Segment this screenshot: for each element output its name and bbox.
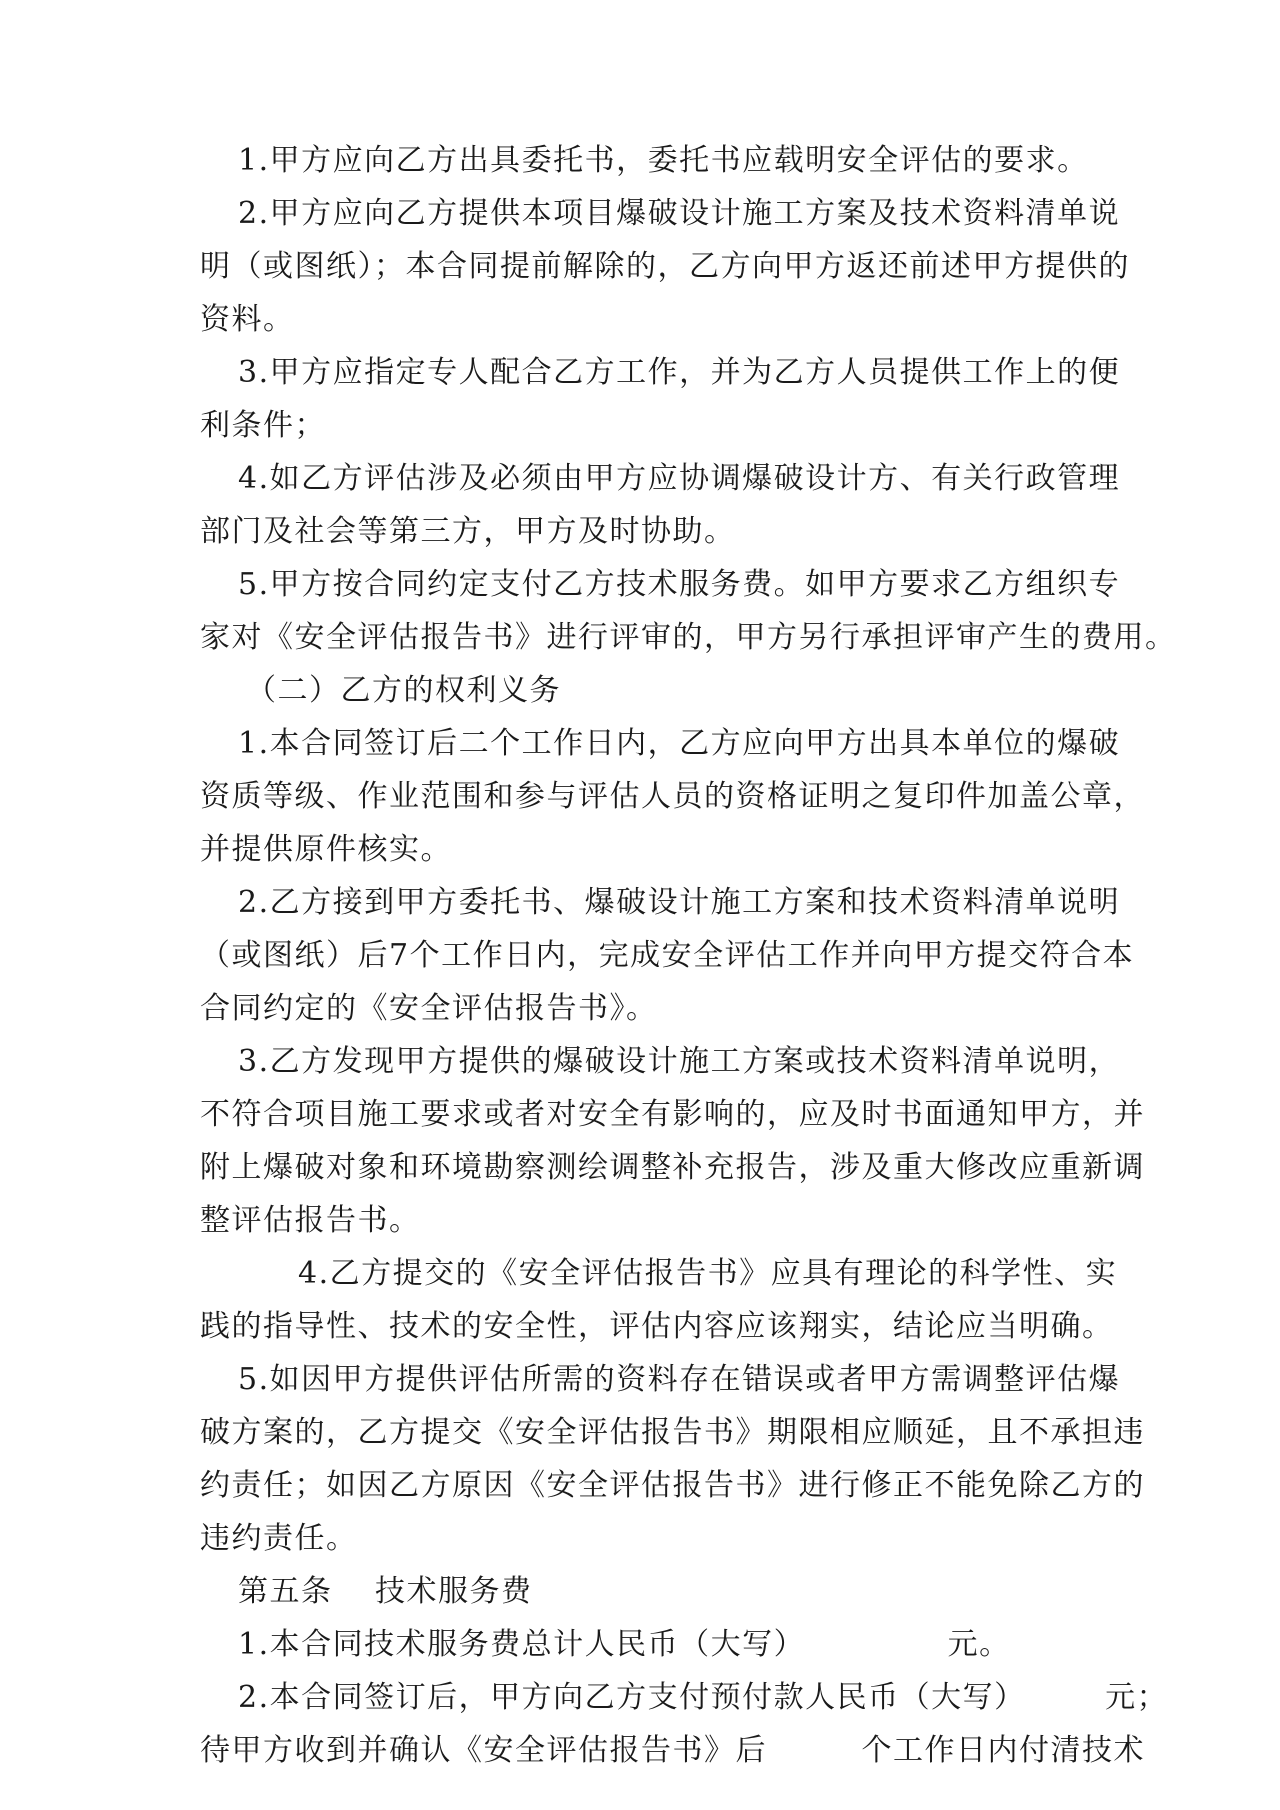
text-line: 整评估报告书。 xyxy=(200,1203,421,1238)
text-line: 践的指导性、技术的安全性，评估内容应该翔实，结论应当明确。 xyxy=(200,1309,1114,1344)
text-line: 部门及社会等第三方，甲方及时协助。 xyxy=(200,514,736,549)
text-line: 待甲方收到并确认《安全评估报告书》后 个工作日内付清技术 xyxy=(200,1733,1145,1768)
text-line: 不符合项目施工要求或者对安全有影响的，应及时书面通知甲方，并 xyxy=(200,1097,1145,1132)
text-line: 5.如因甲方提供评估所需的资料存在错误或者甲方需调整评估爆 xyxy=(238,1362,1121,1397)
text-line: 1.本合同技术服务费总计人民币（大写） 元。 xyxy=(238,1627,1011,1662)
text-line: （或图纸）后7个工作日内，完成安全评估工作并向甲方提交符合本 xyxy=(200,938,1135,973)
text-line: 明（或图纸）；本合同提前解除的，乙方向甲方返还前述甲方提供的 xyxy=(200,249,1130,284)
text-line: 合同约定的《安全评估报告书》。 xyxy=(200,991,658,1026)
text-line: 利条件； xyxy=(200,408,326,443)
text-line: 2.乙方接到甲方委托书、爆破设计施工方案和技术资料清单说明 xyxy=(238,885,1121,920)
text-line: 附上爆破对象和环境勘察测绘调整补充报告，涉及重大修改应重新调 xyxy=(200,1150,1145,1185)
text-line: 4.乙方提交的《安全评估报告书》应具有理论的科学性、实 xyxy=(298,1256,1118,1291)
text-line: 违约责任。 xyxy=(200,1521,358,1556)
text-line: 1.甲方应向乙方出具委托书，委托书应载明安全评估的要求。 xyxy=(238,143,1089,178)
text-line: 资料。 xyxy=(200,302,295,337)
text-line: 2.本合同签订后，甲方向乙方支付预付款人民币（大写） 元； xyxy=(238,1680,1169,1715)
text-line: 资质等级、作业范围和参与评估人员的资格证明之复印件加盖公章， xyxy=(200,779,1145,814)
text-line: 3.乙方发现甲方提供的爆破设计施工方案或技术资料清单说明， xyxy=(238,1044,1121,1079)
text-line: 4.如乙方评估涉及必须由甲方应协调爆破设计方、有关行政管理 xyxy=(238,461,1121,496)
text-line: 2.甲方应向乙方提供本项目爆破设计施工方案及技术资料清单说 xyxy=(238,196,1121,231)
text-line: 破方案的，乙方提交《安全评估报告书》期限相应顺延，且不承担违 xyxy=(200,1415,1145,1450)
text-line: 5.甲方按合同约定支付乙方技术服务费。如甲方要求乙方组织专 xyxy=(238,567,1121,602)
article-heading: 第五条 技术服务费 xyxy=(238,1574,533,1609)
text-line: 3.甲方应指定专人配合乙方工作，并为乙方人员提供工作上的便 xyxy=(238,355,1121,390)
section-heading: （二）乙方的权利义务 xyxy=(246,673,561,708)
text-line: 约责任；如因乙方原因《安全评估报告书》进行修正不能免除乙方的 xyxy=(200,1468,1145,1503)
text-line: 并提供原件核实。 xyxy=(200,832,452,867)
text-line: 1.本合同签订后二个工作日内，乙方应向甲方出具本单位的爆破 xyxy=(238,726,1121,761)
text-line: 家对《安全评估报告书》进行评审的，甲方另行承担评审产生的费用。 xyxy=(200,620,1177,655)
